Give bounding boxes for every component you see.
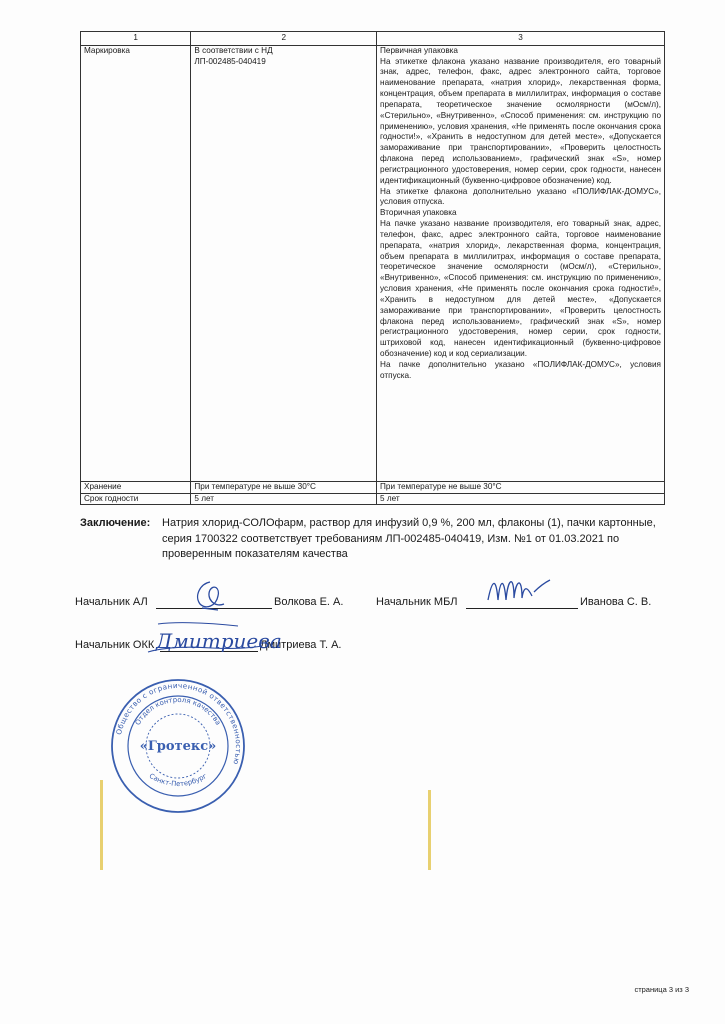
table-row bbox=[81, 45, 665, 481]
secondary-pack-text: На пачке указано название производителя, его товарный знак, адрес, телефон, факс, адрес электронного сайта, торговое наименование препарата, «натрия хлорид», лекарственная форма, концентрация, объем препарата в миллилитрах, информация о составе препарата, теоретическое значение осмолярности (мОсм/л), «Стерильно», «Внутривенно», «Способ применения: см. инструкцию по применению», условия хранения, «Не применять после окончания срока годности!», «Хранить в недоступном для детей месте», «Допускается замораживание при транспортировании», «Проверить целостность флакона перед использованием», графический знак «S», номер регистрационного удостоверения, номер серии, срок годности, штриховой код, нанесен идентификационный (буквенно-цифровое обозначение) код и код сериализации. bbox=[380, 219, 661, 359]
scan-mark-right bbox=[428, 790, 431, 870]
scan-mark-left bbox=[100, 780, 103, 870]
signatory-okk-name: Дмитриева Т. А. bbox=[260, 639, 342, 651]
row-label-marking: Маркировка bbox=[81, 45, 191, 481]
signature-al-scribble bbox=[188, 578, 238, 614]
row-label-shelf-life: Срок годности bbox=[81, 493, 191, 505]
signatory-mbl-title: Начальник МБЛ bbox=[376, 596, 458, 608]
row-value-marking-nd bbox=[191, 45, 377, 481]
stamp-city-text: Санкт-Петербург bbox=[147, 771, 209, 789]
conclusion-text: Натрия хлорид-СОЛОфарм, раствор для инфузий 0,9 %, 200 мл, флаконы (1), пачки картонные, серия 1700322 соответствует требованиям ЛП-002485-040419, Изм. №1 от 01.03.2021 по проверенным показателям качества bbox=[162, 517, 656, 561]
row-value-shelf-life-nd: 5 лет bbox=[191, 493, 377, 505]
header-col-3: 3 bbox=[377, 32, 665, 46]
primary-pack-text: На этикетке флакона указано название производителя, его товарный знак, адрес, телефон, факс, адрес электронного сайта, торговое наименование препарата, «натрия хлорид», лекарственная форма, концентрация, объем препарата в миллилитрах, информация о составе препарата, теоретическое значение осмолярности (мОсм/л), «Стерильно», «Внутривенно», «Способ применения: см. инструкцию по применению», условия хранения, «Не применять после окончания срока годности!», «Хранить в недоступном для детей месте», «Допускается замораживание при транспортировании», «Проверить целостность флакона перед использованием», графический знак «S», номер регистрационного удостоверения, номер серии, срок годности, нанесен идентификационный (буквенно-цифровое обозначение) код. bbox=[380, 56, 661, 185]
signature-okk-handwriting bbox=[142, 618, 282, 664]
svg-text:Отдел контроля качества bbox=[134, 696, 222, 727]
row-value-marking-detail bbox=[377, 45, 665, 481]
row-value-storage-actual: При температуре не выше 30°С bbox=[377, 481, 665, 493]
signatory-mbl-name: Иванова С. В. bbox=[580, 596, 652, 608]
signatory-al-name: Волкова Е. А. bbox=[274, 596, 344, 608]
conclusion-block bbox=[80, 516, 665, 563]
stamp-inner-text: Отдел контроля качества bbox=[133, 695, 223, 727]
primary-pack-extra: На этикетке флакона дополнительно указано «ПОЛИФЛАК-ДОМУС», условия отпуска. bbox=[380, 186, 661, 207]
row-label-storage: Хранение bbox=[81, 481, 191, 493]
company-stamp bbox=[108, 676, 248, 816]
nd-number: ЛП-002485-040419 bbox=[194, 56, 266, 66]
nd-line: В соответствии с НД bbox=[194, 45, 273, 55]
svg-text:Санкт-Петербург bbox=[148, 772, 209, 788]
header-col-2: 2 bbox=[191, 32, 377, 46]
signature-mbl-scribble bbox=[484, 570, 554, 610]
row-value-shelf-life-actual: 5 лет bbox=[377, 493, 665, 505]
header-col-1: 1 bbox=[81, 32, 191, 46]
table-row bbox=[81, 493, 665, 505]
secondary-pack-heading: Вторичная упаковка bbox=[380, 208, 457, 218]
signatory-okk-title: Начальник ОКК bbox=[75, 639, 155, 651]
signatory-al-title: Начальник АЛ bbox=[75, 596, 148, 608]
okk-handwritten-name: Дмитриева bbox=[156, 629, 282, 653]
table-header-row bbox=[81, 32, 665, 46]
primary-pack-heading: Первичная упаковка bbox=[380, 45, 458, 55]
stamp-outer-text: Общество с ограниченной ответственностью bbox=[114, 680, 244, 766]
page-number: страница 3 из 3 bbox=[634, 985, 689, 994]
conclusion-title: Заключение: bbox=[80, 517, 151, 529]
spec-table bbox=[80, 31, 665, 505]
table-row bbox=[81, 481, 665, 493]
secondary-pack-extra: На пачке дополнительно указано «ПОЛИФЛАК-ДОМУС», условия отпуска. bbox=[380, 359, 661, 380]
row-value-storage-nd: При температуре не выше 30°С bbox=[191, 481, 377, 493]
stamp-center-text: «Гротекс» bbox=[139, 739, 217, 754]
